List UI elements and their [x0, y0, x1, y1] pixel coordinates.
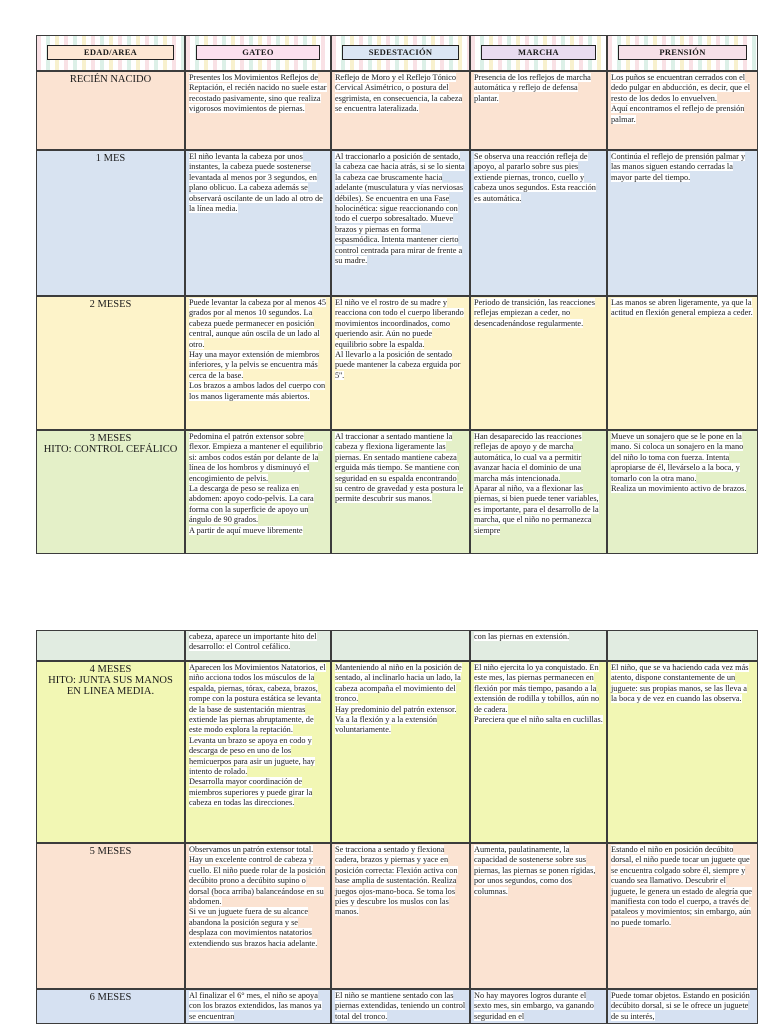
prension-cell	[607, 71, 758, 150]
age-label: 6 MESES	[89, 992, 132, 1003]
sedestacion-text: Manteniendo al niño en la posición de sentado, al inclinarlo hacia un lado, la cabeza acompaña el movimiento del tronco. Hay predominio del patrón extensor. Va a la flexión y a la extensión voluntariamente.	[335, 663, 462, 735]
table-row	[36, 989, 758, 1024]
age-label: 3 MESES HITO: CONTROL CEFÁLICO	[43, 433, 178, 455]
sedestacion-text: El niño ve el rostro de su madre y reacciona con todo el cuerpo liberando movimientos incoordinados, como queriendo asir. Aún no puede equilibrio sobre la espalda. Al llevarlo a la posición de sentado puede mantener la cabeza erguida por 5''.	[335, 298, 464, 380]
age-cell	[36, 296, 185, 430]
gateo-cell	[185, 71, 331, 150]
prension-cell	[607, 430, 758, 554]
prension-text: Las manos se abren ligeramente, ya que la actitud en flexión general empieza a ceder.	[611, 298, 753, 318]
gateo-text: Aparecen los Movimientos Natatorios, el niño acciona todos los músculos de la espalda, piernas, tórax, cabeza, brazos, rompe con la postura estática se levanta de la base de sustentación mientras extiende las piernas abruptamente, de este modo explora la reptación. Levanta un brazo se apoya en codo y descarga de peso en uno de los hemicuerpos para asir un juguete, hay intento de rolado. Desarrolla mayor coordinación de miembros superiores y puede girar la cabeza en todas las direcciones.	[189, 663, 326, 808]
marcha-text: Se observa una reacción refleja de apoyo, al pararlo sobre sus pies extiende piernas, tronco, cuello y cabeza unos segundos. Esta reacción es automática.	[474, 152, 596, 203]
marcha-cell	[470, 661, 607, 843]
table-row	[36, 843, 758, 989]
marcha-cell	[470, 989, 607, 1024]
header-cell-sedestacion	[331, 35, 470, 71]
marcha-cell	[470, 296, 607, 430]
sedestacion-cell	[331, 661, 470, 843]
sedestacion-text: Se tracciona a sentado y flexiona cadera, brazos y piernas y yace en posición correcta: Flexión activa con base amplia de sustentación. Realiza juegos ojos-mano-boca. Se toma los pies y descubre los muslos con las manos.	[335, 845, 458, 917]
gateo-text: cabeza, aparece un importante hito del desarrollo: el Control cefálico.	[189, 632, 317, 652]
age-cell	[36, 430, 185, 554]
sedestacion-text: El niño se mantiene sentado con las piernas extendidas, teniendo un control total del tronco.	[335, 991, 466, 1021]
age-label: 2 MESES	[89, 299, 132, 310]
header-cell-age	[36, 35, 185, 71]
marcha-text: El niño ejercita lo ya conquistado. En este mes, las piernas permanecen en flexión por más tiempo, pasando a la extensión de rodilla y tobillos, aún no de cadera. Pareciera que el niño salta en cuclillas.	[474, 663, 603, 725]
age-cell	[36, 843, 185, 989]
header-label-age: EDAD/AREA	[47, 45, 174, 60]
sedestacion-cell	[331, 430, 470, 554]
sedestacion-cell	[331, 989, 470, 1024]
gateo-text: El niño levanta la cabeza por unos instantes, la cabeza puede sostenerse levantada al menos por 3 segundos, en plano oblicuo. La cabeza además se observará oscilante de un lado al otro de la línea media.	[189, 152, 323, 214]
table-row	[36, 71, 758, 150]
marcha-cell	[470, 71, 607, 150]
prension-text: El niño, que se va haciendo cada vez más atento, dispone constantemente de un juguete: sus propias manos, se las lleva a la boca y de vez en cuando las observa.	[611, 663, 749, 704]
table-row	[36, 430, 758, 554]
table-row	[36, 296, 758, 430]
sedestacion-cell	[331, 843, 470, 989]
table-row	[36, 630, 758, 661]
age-cell	[36, 989, 185, 1024]
age-cell	[36, 630, 185, 661]
header-cell-marcha	[470, 35, 607, 71]
prension-text: Estando el niño en posición decúbito dorsal, el niño puede tocar un juguete que se encuentra colgado sobre él, siempre y cuando sea llamativo. Descubrir el juguete, le genera un estado de alegría que manifiesta con todo el cuerpo, a través de pataleos y movimientos; sin embargo, aún no puede tomarlo.	[611, 845, 752, 927]
header-cell-prension	[607, 35, 758, 71]
gateo-text: Presentes los Movimientos Reflejos de Reptación, el recién nacido no suele estar recostado pasivamente, sino que realiza vigorosos movimientos de piernas.	[189, 73, 327, 114]
table-row	[36, 150, 758, 296]
prension-text: Continúa el reflejo de prensión palmar y las manos siguen estando cerradas la mayor parte del tiempo.	[611, 152, 746, 182]
header-label-prension: PRENSIÓN	[618, 45, 747, 60]
prension-text: Puede tomar objetos. Estando en posición decúbito dorsal, si se le ofrece un juguete de su interés,	[611, 991, 750, 1021]
table-row	[36, 661, 758, 843]
header-label-gateo: GATEO	[196, 45, 320, 60]
sedestacion-text: Al traccionarlo a posición de sentado, la cabeza cae hacia atrás, si se lo sienta la cabeza cae bruscamente hacia adelante (musculatura y vías nerviosas débiles). Se encuentra en una Fase holocinética: sigue reaccionando con todo el cuerpo sobresaltado. Mueve brazos y piernas en forma espasmódica. Intenta mantener cierto control centrada para mirar de frente a su madre.	[335, 152, 465, 266]
prension-cell	[607, 843, 758, 989]
gateo-cell	[185, 150, 331, 296]
gateo-cell	[185, 989, 331, 1024]
sedestacion-cell	[331, 630, 470, 661]
prension-cell	[607, 661, 758, 843]
age-label: 1 MES	[95, 153, 126, 164]
gateo-cell	[185, 630, 331, 661]
table-header-row	[36, 35, 758, 71]
marcha-text: Presencia de los reflejos de marcha automática y reflejo de defensa plantar.	[474, 73, 591, 103]
marcha-text: Aumenta, paulatinamente, la capacidad de sostenerse sobre sus piernas, las piernas se ponen rígidas, por unos segundos, como dos columnas.	[474, 845, 596, 896]
gateo-text: Al finalizar el 6° mes, el niño se apoya con los brazos extendidos, las manos ya se encuentran	[189, 991, 322, 1021]
sedestacion-text: Reflejo de Moro y el Reflejo Tónico Cervical Asimétrico, o postura del esgrimista, en consecuencia, la cabeza se encuentra lateralizada.	[335, 73, 463, 114]
sedestacion-cell	[331, 71, 470, 150]
marcha-text: Han desaparecido las reacciones reflejas de apoyo y de marcha automática, lo cual va a permitir avanzar hacia el dominio de una marcha más intencionada. Aparar al niño, va a flexionar las piernas, si bien puede tener variables, es importante, para el desarrollo de la marcha, que el niño no permanezca siempre	[474, 432, 599, 535]
marcha-text: No hay mayores logros durante el sexto mes, sin embargo, va ganando seguridad en el	[474, 991, 594, 1021]
sedestacion-text: Al traccionar a sentado mantiene la cabeza y flexiona ligeramente las piernas. En sentado mantiene cabeza erguida más tiempo. Se mantiene con seguridad en su espalda encontrando su centro de gravedad y esta postura le permite descubrir sus manos.	[335, 432, 464, 504]
sedestacion-cell	[331, 150, 470, 296]
gateo-cell	[185, 843, 331, 989]
gateo-text: Observamos un patrón extensor total. Hay un excelente control de cabeza y cuello. El niño puede rolar de la posición decúbito prono a decúbito supino o dorsal (boca arriba) balanceándose en su abdomen. Si ve un juguete fuera de su alcance abandona la posición segura y se desplaza con movimientos natatorios extendiendo sus brazos hacia adelante.	[189, 845, 326, 948]
marcha-cell	[470, 430, 607, 554]
age-cell	[36, 661, 185, 843]
gateo-cell	[185, 661, 331, 843]
prension-cell	[607, 989, 758, 1024]
age-cell	[36, 71, 185, 150]
age-label: 5 MESES	[89, 846, 132, 857]
age-cell	[36, 150, 185, 296]
prension-cell	[607, 296, 758, 430]
gateo-text: Pedomina el patrón extensor sobre flexor. Empieza a mantener el equilibrio si: ambos codos están por delante de la línea de los hombros y disminuyó el encogimiento de pelvis. La descarga de peso se realiza en abdomen: apoyo codo-pelvis. La cara forma con la superficie de apoyo un ángulo de 90 grados. A partir de aquí mueve libremente	[189, 432, 323, 535]
marcha-text: Periodo de transición, las reacciones reflejas empiezan a ceder, no desencadenándose regularmente.	[474, 298, 595, 328]
marcha-cell	[470, 150, 607, 296]
marcha-text: con las piernas en extensión.	[474, 632, 570, 641]
prension-text: Los puños se encuentran cerrados con el dedo pulgar en abducción, es decir, que el resto de los dedos lo envuelven. Aquí encontramos el reflejo de prensión palmar.	[611, 73, 751, 124]
prension-cell	[607, 150, 758, 296]
sedestacion-cell	[331, 296, 470, 430]
age-label: 4 MESES HITO: JUNTA SUS MANOS EN LINEA MEDIA.	[48, 664, 173, 697]
prension-text: Mueve un sonajero que se le pone en la mano. Si coloca un sonajero en la mano del niño lo toma con fuerza. Intenta apropiarse de él, llevárselo a la boca, y tomarlo con la otra mano. Realiza un movimiento activo de brazos.	[611, 432, 747, 494]
prension-cell	[607, 630, 758, 661]
gateo-cell	[185, 430, 331, 554]
header-cell-gateo	[185, 35, 331, 71]
header-label-sedestacion: SEDESTACIÓN	[342, 45, 459, 60]
marcha-cell	[470, 843, 607, 989]
marcha-cell	[470, 630, 607, 661]
gateo-text: Puede levantar la cabeza por al menos 45 grados por al menos 10 segundos. La cabeza puede permanecer en posición central, aunque aún oscila de un lado al otro. Hay una mayor extensión de miembros inferiores, y la pelvis se encuentra más cerca de la base. Los brazos a ambos lados del cuerpo con los manos ligeramente más abiertos.	[189, 298, 327, 401]
header-label-marcha: MARCHA	[481, 45, 596, 60]
age-label: RECIÉN NACIDO	[69, 74, 152, 85]
gateo-cell	[185, 296, 331, 430]
